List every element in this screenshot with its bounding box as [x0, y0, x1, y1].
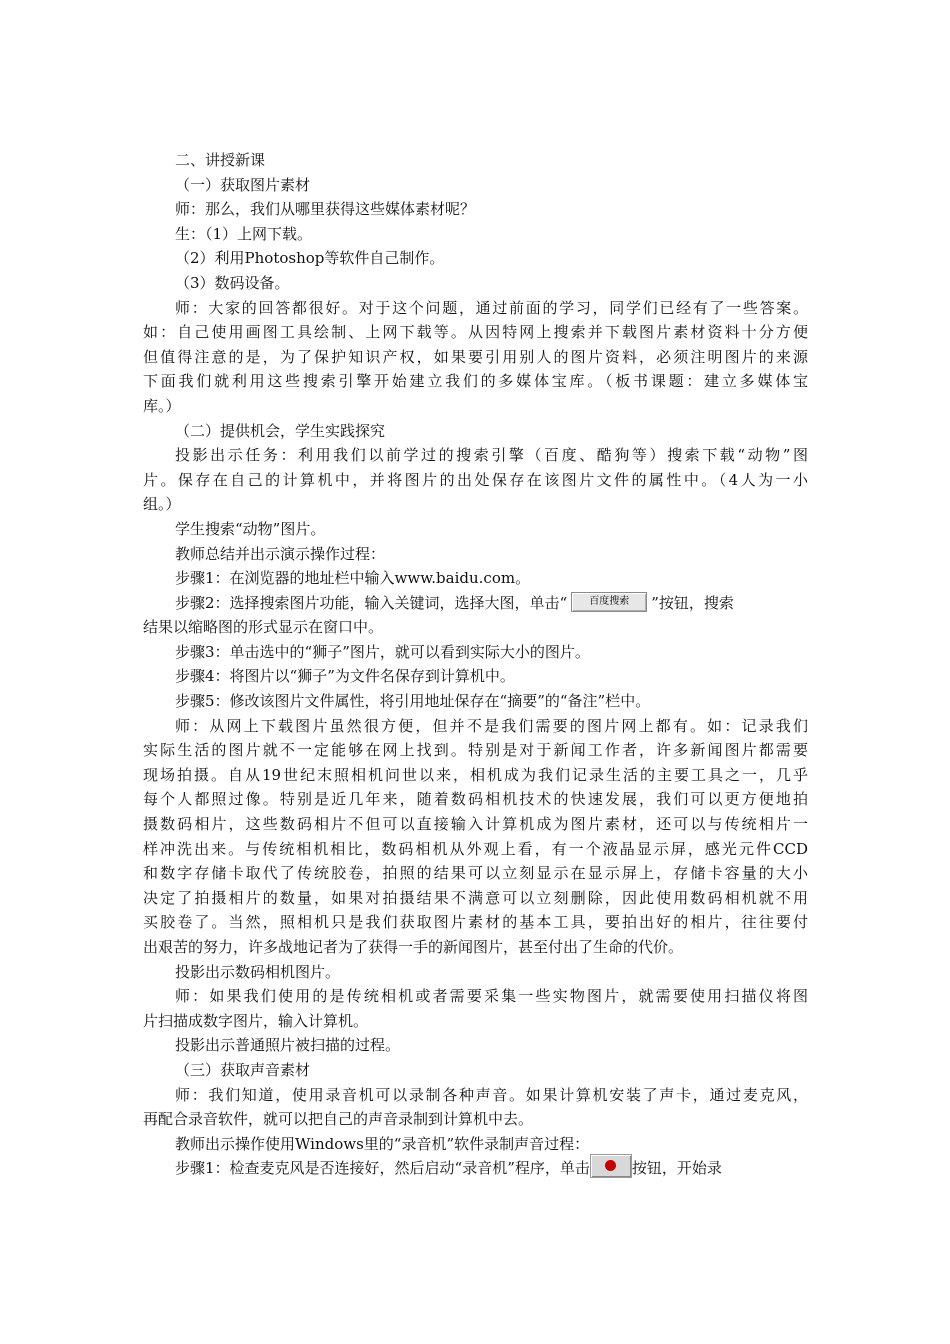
paragraph-line: 每个人都照过像。特别是近几年来，随着数码相机技术的快速发展，我们可以更方便地拍: [143, 790, 808, 809]
record-dot-icon: [605, 1160, 616, 1171]
paragraph-line: 摄数码相片，这些数码相片不但可以直接输入计算机成为图片素材，还可以与传统相片一: [143, 815, 808, 834]
paragraph-line: （2）利用Photoshop等软件自己制作。: [175, 249, 445, 268]
step-text: 按钮，开始录: [631, 1159, 722, 1178]
step-line-with-button: [143, 1156, 808, 1181]
subsection-heading: （一）获取图片素材: [175, 175, 311, 194]
baidu-search-button-image: 百度搜索: [571, 592, 647, 612]
subsection-heading: （二）提供机会，学生实践探究: [175, 421, 386, 440]
section-heading: 二、讲授新课: [175, 151, 266, 169]
document-body: [143, 148, 808, 1181]
paragraph-line: 决定了拍摄相片的数量，如果对拍摄结果不满意可以立刻删除，因此使用数码相机就不用: [143, 888, 808, 907]
step-line: 步骤4：将图片以“狮子”为文件名保存到计算机中。: [175, 667, 515, 686]
step-line: 步骤1：在浏览器的地址栏中输入www.baidu.com。: [175, 569, 531, 588]
paragraph-line: 师：从网上下载图片虽然很方便，但并不是我们需要的图片网上都有。如：记录我们: [175, 716, 808, 735]
step-text: 步骤1：检查麦克风是否连接好，然后启动“录音机”程序，单击: [175, 1159, 590, 1178]
paragraph-line: 下面我们就利用这些搜索引擎开始建立我们的多媒体宝库。（板书课题：建立多媒体宝: [143, 372, 808, 391]
paragraph-line: 师：那么，我们从哪里获得这些媒体素材呢？: [175, 200, 476, 219]
paragraph-line: 库。）: [143, 396, 181, 415]
paragraph-line: 出艰苦的努力，许多战地记者为了获得一手的新闻图片，甚至付出了生命的代价。: [143, 938, 684, 956]
paragraph-line: 和数字存储卡取代了传统胶卷，拍照的结果可以立刻显示在显示屏上，存储卡容量的大小: [143, 864, 808, 883]
paragraph-line: 实际生活的图片就不一定能够在网上找到。特别是对于新闻工作者，许多新闻图片都需要: [143, 741, 808, 760]
paragraph-line: 师：大家的回答都很好。对于这个问题，通过前面的学习，同学们已经有了一些答案。: [175, 298, 808, 317]
subsection-heading: （三）获取声音素材: [175, 1060, 311, 1079]
step-line-with-button: [143, 591, 808, 616]
paragraph-line: 现场拍摄。自从19世纪末照相机问世以来，相机成为我们记录生活的主要工具之一，几乎: [143, 765, 808, 784]
paragraph-line: 但值得注意的是，为了保护知识产权，如果要引用别人的图片资料，必须注明图片的来源: [143, 347, 808, 366]
paragraph-line: 结果以缩略图的形式显示在窗口中。: [143, 618, 384, 637]
paragraph-line: 组。）: [143, 495, 181, 514]
record-button-image: [590, 1154, 632, 1178]
paragraph-line: 学生搜索“动物”图片。: [175, 519, 326, 538]
paragraph-line: 片扫描成数字图片，输入计算机。: [143, 1011, 369, 1030]
step-line: 步骤3：单击选中的“狮子”图片，就可以看到实际大小的图片。: [175, 642, 590, 661]
paragraph-line: 投影出示数码相机图片。: [175, 962, 341, 981]
paragraph-line: 样冲洗出来。与传统相机相比，数码相机从外观上看，有一个液晶显示屏，感光元件CCD: [143, 839, 808, 858]
paragraph-line: 师：我们知道，使用录音机可以录制各种声音。如果计算机安装了声卡，通过麦克风，: [175, 1085, 808, 1104]
paragraph-line: 师：如果我们使用的是传统相机或者需要采集一些实物图片，就需要使用扫描仪将图: [175, 987, 808, 1006]
paragraph-line: 买胶卷了。当然，照相机只是我们获取图片素材的基本工具，要拍出好的相片，往往要付: [143, 913, 808, 932]
paragraph-line: 再配合录音软件，就可以把自己的声音录制到计算机中去。: [143, 1110, 534, 1129]
paragraph-line: （3）数码设备。: [175, 273, 290, 292]
step-text: ”按钮，搜索: [651, 593, 734, 612]
paragraph-line: 如：自己使用画图工具绘制、上网下载等。从因特网上搜索并下载图片素材资料十分方便: [143, 323, 808, 342]
paragraph-line: 教师总结并出示演示操作过程：: [175, 544, 386, 563]
paragraph-line: 投影出示任务：利用我们以前学过的搜索引擎（百度、酷狗等）搜索下载“动物”图: [175, 446, 808, 465]
paragraph-line: 片。保存在自己的计算机中，并将图片的出处保存在该图片文件的属性中。（4人为一小: [143, 470, 808, 489]
step-line: 步骤5：修改该图片文件属性，将引用地址保存在“摘要”的“备注”栏中。: [175, 692, 651, 711]
paragraph-line: 生：（1）上网下载。: [175, 224, 313, 243]
paragraph-line: 教师出示操作使用Windows里的“录音机”软件录制声音过程：: [175, 1134, 590, 1153]
paragraph-line: 投影出示普通照片被扫描的过程。: [175, 1036, 401, 1055]
step-text: 步骤2：选择搜索图片功能，输入关键词，选择大图，单击“: [175, 593, 568, 612]
